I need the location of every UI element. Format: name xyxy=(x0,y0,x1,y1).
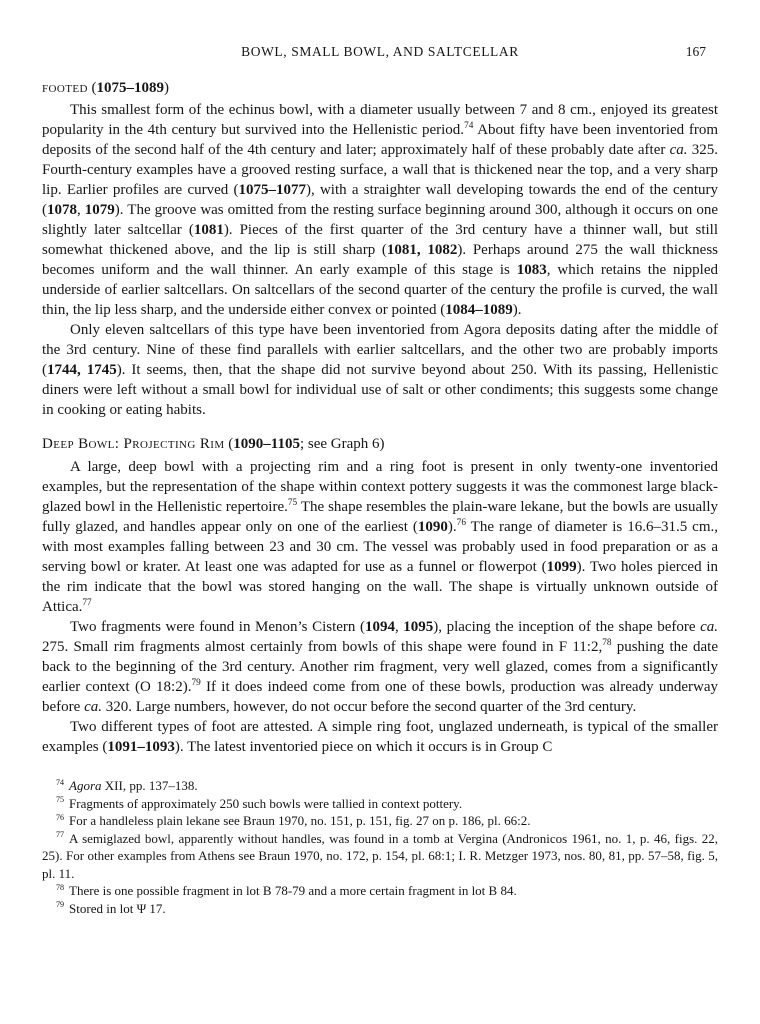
text-segment: 1078 xyxy=(47,202,77,218)
text-segment: ), placing the inception of the shape before xyxy=(433,619,701,635)
text-segment: 1090–1105 xyxy=(233,436,300,452)
body-blocks xyxy=(42,78,718,757)
running-header-title: BOWL, SMALL BOWL, AND SALTCELLAR xyxy=(241,44,519,59)
text-segment: ) xyxy=(164,80,170,96)
page-number: 167 xyxy=(685,44,706,59)
body-paragraph xyxy=(42,457,718,617)
text-segment: ), with a straighter wall developing towards the end of the century ( xyxy=(42,182,718,218)
text-segment: pushing the date back to the beginning of the 3rd century. Another rim fragment, very well glazed, comes from a significantly earlier context (O 18:2). xyxy=(42,639,718,695)
text-segment: ). Two holes pierced in the rim indicate that the bowl was stored hanging on the wall. The shape is virtually unknown outside of Attica. xyxy=(42,559,718,615)
text-segment: ( xyxy=(87,80,97,96)
footnote-number: 79 xyxy=(56,900,65,910)
footnote-reference: 74 xyxy=(464,121,474,131)
text-segment: There is one possible fragment in lot B 78-79 and a more certain fragment in lot B 84. xyxy=(69,883,517,898)
footnote-item xyxy=(42,812,718,830)
text-segment: ). xyxy=(447,519,457,535)
text-segment: ca. xyxy=(669,142,688,158)
footnote-number: 76 xyxy=(56,812,65,822)
text-segment: 275. Small rim fragments almost certainly from bowls of this shape were found in F 11:2, xyxy=(42,639,603,655)
text-segment: Two fragments were found in Menon’s Cistern ( xyxy=(70,619,365,635)
text-segment: This smallest form of the echinus bowl, with a diameter usually between 7 and 8 cm., enjoyed its greatest popularity in the 4th century but survived into the Hellenistic period. xyxy=(42,102,718,138)
body-paragraph xyxy=(42,320,718,420)
text-segment: ). xyxy=(512,302,522,318)
text-segment: 1083 xyxy=(516,262,547,278)
text-segment: 1079 xyxy=(84,202,115,218)
footnote-item xyxy=(42,900,718,918)
text-segment: footed xyxy=(42,80,88,96)
text-segment: 1081 xyxy=(193,222,224,238)
text-segment: , xyxy=(394,619,404,635)
body-paragraph xyxy=(42,717,718,757)
footnote-reference: 79 xyxy=(191,678,201,688)
footnote-reference: 77 xyxy=(82,598,92,608)
text-segment: Two different types of foot are attested. A simple ring foot, unglazed underneath, is typical of the smaller examples ( xyxy=(42,719,718,755)
footnote-number: 74 xyxy=(56,777,65,787)
section-heading xyxy=(42,434,718,454)
text-segment: Stored in lot Ψ 17. xyxy=(69,900,166,916)
text-segment: 1084–1089 xyxy=(445,302,513,318)
footnote-number: 77 xyxy=(56,830,65,840)
text-segment: About fifty have been inventoried from deposits of the second half of the 4th century and later; approximately half of these probably date after xyxy=(42,122,718,158)
text-segment: 1075–1077 xyxy=(238,182,306,198)
text-segment: Fragments of approximately 250 such bowls were tallied in context pottery. xyxy=(69,795,463,811)
text-segment: ( xyxy=(224,436,234,452)
text-segment: 1095 xyxy=(403,619,434,635)
text-segment: 1099 xyxy=(546,559,577,575)
text-segment: ). The latest inventoried piece on which it occurs is in Group C xyxy=(174,739,553,755)
text-segment: ca. xyxy=(84,699,102,715)
footnote-item xyxy=(42,882,718,900)
text-segment: 1091–1093 xyxy=(107,739,175,755)
footnote-reference: 75 xyxy=(287,498,298,508)
footnote-reference: 76 xyxy=(456,518,466,528)
footnotes xyxy=(42,777,718,917)
text-segment: 1075–1089 xyxy=(96,80,165,96)
text-segment: 325. Fourth-century examples have a grooved resting surface, a wall that is thickened near the top, and a very sharp lip. Earlier profiles are curved ( xyxy=(42,142,718,198)
text-segment: XII, pp. 137–138. xyxy=(101,778,198,793)
text-segment: The range of diameter is 16.6–31.5 cm., with most examples falling between 23 and 30 cm. The vessel was probably used in food preparation or as a serving bowl or krater. At least one was adapted for use as a funnel or flowerpot ( xyxy=(42,519,718,575)
text-segment: A large, deep bowl with a projecting rim and a ring foot is present in only twenty-one inventoried examples, but the representation of the shape within context pottery suggests it was the commonest large black-glazed bowl in the Hellenistic repertoire. xyxy=(42,459,718,515)
footnote-reference: 78 xyxy=(602,638,612,648)
footnote-number: 75 xyxy=(56,795,65,805)
text-segment: ). Pieces of the first quarter of the 3rd century have a thinner wall, but still somewhat thickened above, and the lip is still sharp ( xyxy=(42,222,718,258)
text-segment: Agora xyxy=(69,778,102,793)
text-segment: ). It seems, then, that the shape did not survive beyond about 250. With its passing, Hellenistic diners were left without a small bowl for individual use of salt or other condiments; this suggests some change in cooking or eating habits. xyxy=(42,362,718,418)
text-segment: A semiglazed bowl, apparently without handles, was found in a tomb at Vergina (Andronicos 1961, no. 1, p. 46, figs. 22, 25). For other examples from Athens see Braun 1970, no. 172, p. 154, pl. 68:1; I. R. Metzger 1973, nos. 80, 81, pp. 57–58, fig. 5, pl. 11. xyxy=(42,830,718,881)
text-segment: ). Perhaps around 275 the wall thickness becomes uniform and the wall thinner. An early example of this stage is xyxy=(42,242,718,278)
text-segment: For a handleless plain lekane see Braun 1970, no. 151, p. 151, fig. 27 on p. 186, pl. 66:2. xyxy=(69,813,531,828)
text-segment: Deep Bowl: Projecting Rim xyxy=(42,436,225,452)
section-heading xyxy=(42,78,718,98)
text-segment: , xyxy=(77,202,85,218)
text-segment: 1744, 1745 xyxy=(47,362,117,378)
running-header xyxy=(42,44,718,60)
text-segment: , which retains the nippled underside of earlier saltcellars. On saltcellars of the second quarter of the century the profile is curved, the wall thin, the lip less sharp, and the underside either convex or pointed ( xyxy=(42,262,718,318)
body-paragraph xyxy=(42,100,718,320)
text-segment: 1090 xyxy=(417,519,448,535)
text-segment: 1081, 1082 xyxy=(386,242,458,258)
text-segment: ; see Graph 6) xyxy=(299,436,385,452)
body-paragraph xyxy=(42,617,718,717)
footnote-number: 78 xyxy=(56,882,65,892)
text-segment: Only eleven saltcellars of this type have been inventoried from Agora deposits dating after the middle of the 3rd century. Nine of these find parallels with earlier saltcellars, and the other two are probably imports ( xyxy=(42,322,718,378)
text-segment: ca. xyxy=(700,619,718,635)
text-segment: 1094 xyxy=(364,619,395,635)
text-segment: ). The groove was omitted from the resting surface beginning around 300, although it occurs on one slightly later saltcellar ( xyxy=(42,202,718,238)
text-segment: 320. Large numbers, however, do not occur before the second quarter of the 3rd century. xyxy=(101,699,637,715)
footnote-item xyxy=(42,777,718,795)
footnote-item xyxy=(42,795,718,813)
footnote-item xyxy=(42,830,718,883)
text-segment: If it does indeed come from one of these bowls, production was already underway before xyxy=(42,679,718,715)
text-segment: The shape resembles the plain-ware lekane, but the bowls are usually fully glazed, and handles appear only on one of the earliest ( xyxy=(42,499,718,535)
